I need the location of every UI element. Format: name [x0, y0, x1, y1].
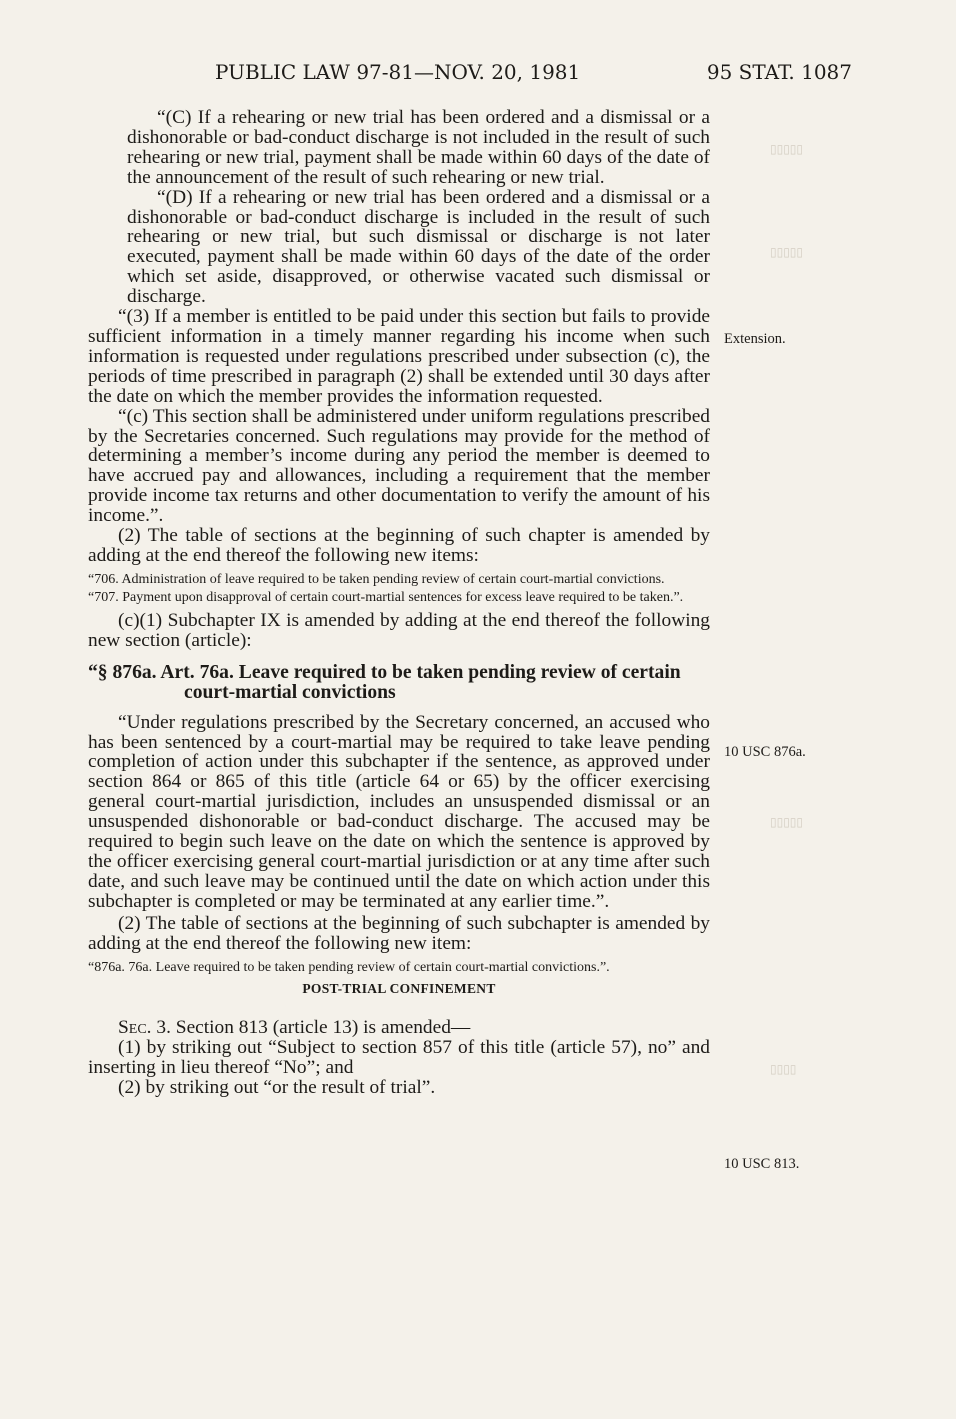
statute-page-number: 95 STAT. 1087: [706, 60, 852, 84]
paragraph-2-table-amendment: (2) The table of sections at the beginning of such chapter is amended by adding at the end thereof the following new items:: [88, 525, 710, 566]
section-876a-heading: “§ 876a. Art. 76a. Leave required to be taken pending review of certain court-martial convictions: [88, 661, 681, 703]
margin-note-extension: Extension.: [724, 331, 786, 347]
section-3-intro: [88, 1018, 710, 1038]
paragraph-c-regulations: “(c) This section shall be administered under uniform regulations prescribed by the Secretaries concerned. Such regulations may provide for the method of determining a member’s income during any period the member is deemed to have accrued pay and allowances, including a requirement that the member provide income tax returns and other documentation to verify the amount of his income.”.: [88, 405, 710, 527]
paragraph-c-rehearing: “(C) If a rehearing or new trial has been ordered and a dismissal or a dishonorable or bad-conduct discharge is not included in the result of such rehearing or new trial, payment shall be made within 60 days of the date of the announcement of the result of such rehearing or new trial.: [127, 107, 710, 188]
table-of-sections-items: [88, 572, 710, 605]
table-of-sections-item-876a: [88, 960, 710, 975]
bleed-through-note: ▯▯▯▯▯: [770, 142, 804, 156]
bleed-through-note: ▯▯▯▯: [770, 1062, 797, 1076]
bleed-through-note: ▯▯▯▯▯: [770, 245, 804, 259]
bleed-through-note: ▯▯▯▯▯: [770, 815, 804, 829]
toc-item-706: “706. Administration of leave required to be taken pending review of certain court-martial convictions.: [88, 571, 665, 587]
paragraph-leave-regulations: “Under regulations prescribed by the Secretary concerned, an accused who has been sentenced by a court-martial may be required to take leave pending completion of action under this subchapter if the sentence, as approved under section 864 or 865 of this title (article 64 or 65) by the officer exercising general court-martial jurisdiction, includes an unsuspended dismissal or an unsuspended dishonorable or bad-conduct discharge. The accused may be required to begin such leave on the date on which the sentence is approved by the officer exercising general court-martial jurisdiction or at any time after such date, and such leave may be continued until the date on which action under this subchapter is completed or may be terminated at any earlier time.”.: [88, 711, 710, 912]
margin-note-10-usc-876a: 10 USC 876a.: [724, 744, 806, 760]
paragraph-d-rehearing: “(D) If a rehearing or new trial has been ordered and a dismissal or a dishonorable or bad-conduct discharge is included in the result of such rehearing or new trial, but such dismissal or discharge is not later executed, payment shall be made within 60 days of the date of the order which set aside, disapproved, or otherwise vacated such dismissal or discharge.: [127, 186, 710, 308]
page-header: [215, 60, 852, 86]
toc-item-876a: “876a. 76a. Leave required to be taken pending review of certain court-martial convictions.”.: [88, 959, 610, 975]
section-3-label: Sec. 3.: [118, 1017, 171, 1039]
margin-note-10-usc-813: 10 USC 813.: [724, 1156, 800, 1172]
statute-text: [88, 108, 710, 1098]
paragraph-2-table-amendment-subchapter: (2) The table of sections at the beginning of such subchapter is amended by adding at the end thereof the following new item:: [88, 912, 710, 954]
paragraph-3-extension: “(3) If a member is entitled to be paid under this section but fails to provide sufficient information in a timely manner regarding his income when such information is requested under regulations prescribed under subsection (c), the periods of time prescribed in paragraph (2) shall be extended until 30 days after the date on which the member provides the information requested.: [88, 306, 710, 407]
toc-item-707: “707. Payment upon disapproval of certain court-martial sentences for excess leave required to be taken.”.: [88, 589, 684, 605]
post-trial-confinement-heading: POST-TRIAL CONFINEMENT: [302, 980, 496, 996]
amendment-item-2: (2) by striking out “or the result of trial”.: [118, 1077, 436, 1099]
paragraph-c1-subchapter: (c)(1) Subchapter IX is amended by adding at the end thereof the following new section (article):: [88, 609, 710, 651]
section-3-text: Section 813 (article 13) is amended—: [175, 1017, 471, 1039]
public-law-title: PUBLIC LAW 97-81—NOV. 20, 1981: [215, 60, 581, 84]
amendment-item-1: (1) by striking out “Subject to section 857 of this title (article 57), no” and inserting in lieu thereof “No”; and: [88, 1037, 710, 1079]
